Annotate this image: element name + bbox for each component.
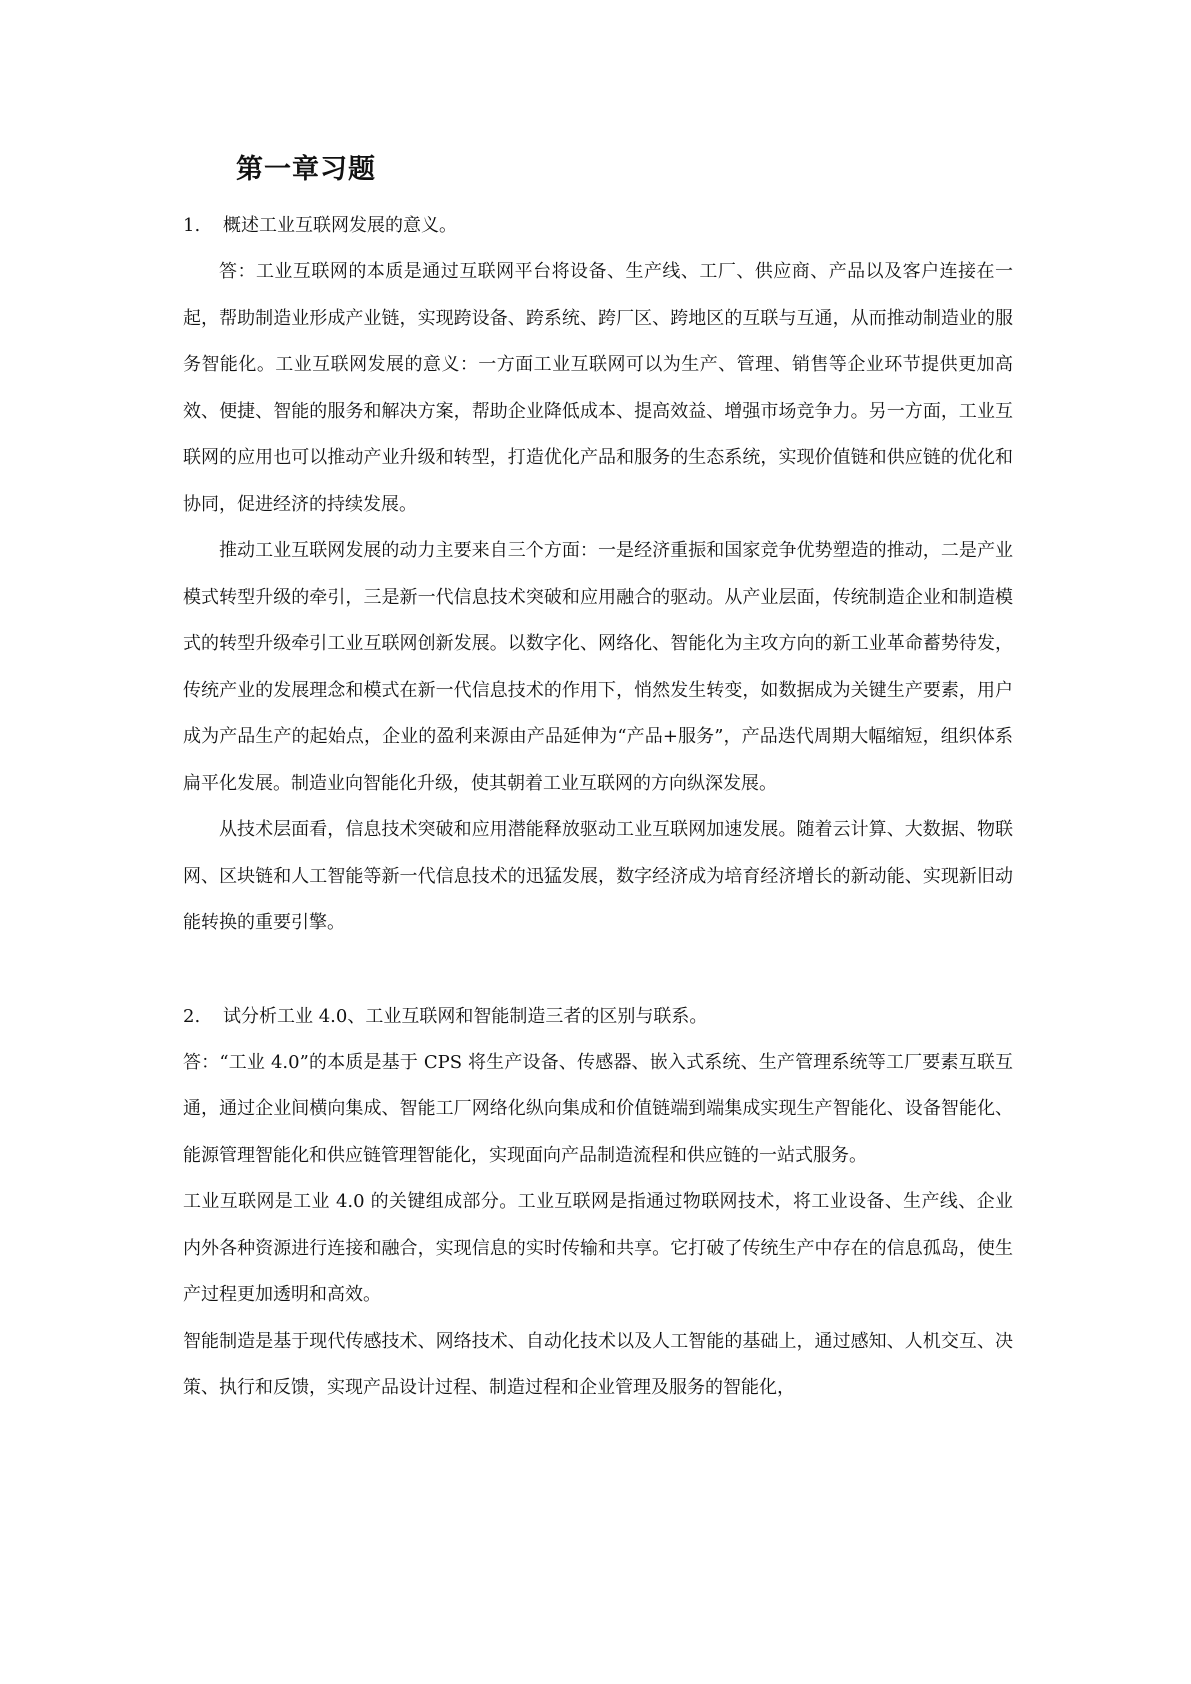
question-1-answer-paragraph-3: 从技术层面看，信息技术突破和应用潜能释放驱动工业互联网加速发展。随着云计算、大数据、物联网、区块链和人工智能等新一代信息技术的迅猛发展，数字经济成为培育经济增长的新动能、实现新旧动能转换的重要引擎。 — [183, 819, 1013, 933]
question-1-text: 概述工业互联网发展的意义。 — [223, 215, 457, 236]
question-2-answer-paragraph-1: 答：“工业 4.0”的本质是基于 CPS 将生产设备、传感器、嵌入式系统、生产管理系统等工厂要素互联互通，通过企业间横向集成、智能工厂网络化纵向集成和价值链端到端集成实现生产智能化、设备智能化、能源管理智能化和供应链管理智能化，实现面向产品制造流程和供应链的一站式服务。 — [183, 1051, 1013, 1166]
question-2-heading — [183, 993, 1013, 1040]
question-2-text: 试分析工业 4.0、工业互联网和智能制造三者的区别与联系。 — [223, 1005, 708, 1027]
page-content — [183, 150, 1013, 1412]
question-2-answer-paragraph-2: 工业互联网是工业 4.0 的关键组成部分。工业互联网是指通过物联网技术，将工业设备、生产线、企业内外各种资源进行连接和融合，实现信息的实时传输和共享。它打破了传统生产中存在的信息孤岛，使生产过程更加透明和高效。 — [183, 1191, 1013, 1305]
question-1-answer-paragraph-2: 推动工业互联网发展的动力主要来自三个方面：一是经济重振和国家竞争优势塑造的推动，二是产业模式转型升级的牵引，三是新一代信息技术突破和应用融合的驱动。从产业层面，传统制造企业和制造模式的转型升级牵引工业互联网创新发展。以数字化、网络化、智能化为主攻方向的新工业革命蓄势待发，传统产业的发展理念和模式在新一代信息技术的作用下，悄然发生转变，如数据成为关键生产要素，用户成为产品生产的起始点，企业的盈利来源由产品延伸为“产品+服务”，产品迭代周期大幅缩短，组织体系扁平化发展。制造业向智能化升级，使其朝着工业互联网的方向纵深发展。 — [183, 540, 1013, 794]
section-spacer — [183, 947, 1013, 993]
question-2-answer-paragraph-3: 智能制造是基于现代传感技术、网络技术、自动化技术以及人工智能的基础上，通过感知、人机交互、决策、执行和反馈，实现产品设计过程、制造过程和企业管理及服务的智能化， — [183, 1330, 1013, 1398]
question-1-number: 1. — [183, 215, 201, 236]
question-1-answer-paragraph-1: 答：工业互联网的本质是通过互联网平台将设备、生产线、工厂、供应商、产品以及客户连接在一起，帮助制造业形成产业链，实现跨设备、跨系统、跨厂区、跨地区的互联与互通，从而推动制造业的服务智能化。工业互联网发展的意义：一方面工业互联网可以为生产、管理、销售等企业环节提供更加高效、便捷、智能的服务和解决方案，帮助企业降低成本、提高效益、增强市场竞争力。另一方面，工业互联网的应用也可以推动产业升级和转型，打造优化产品和服务的生态系统，实现价值链和供应链的优化和协同，促进经济的持续发展。 — [183, 261, 1013, 515]
chapter-title: 第一章习题 — [236, 154, 376, 185]
question-1-heading — [183, 202, 1013, 249]
question-2-number: 2. — [183, 1005, 201, 1027]
